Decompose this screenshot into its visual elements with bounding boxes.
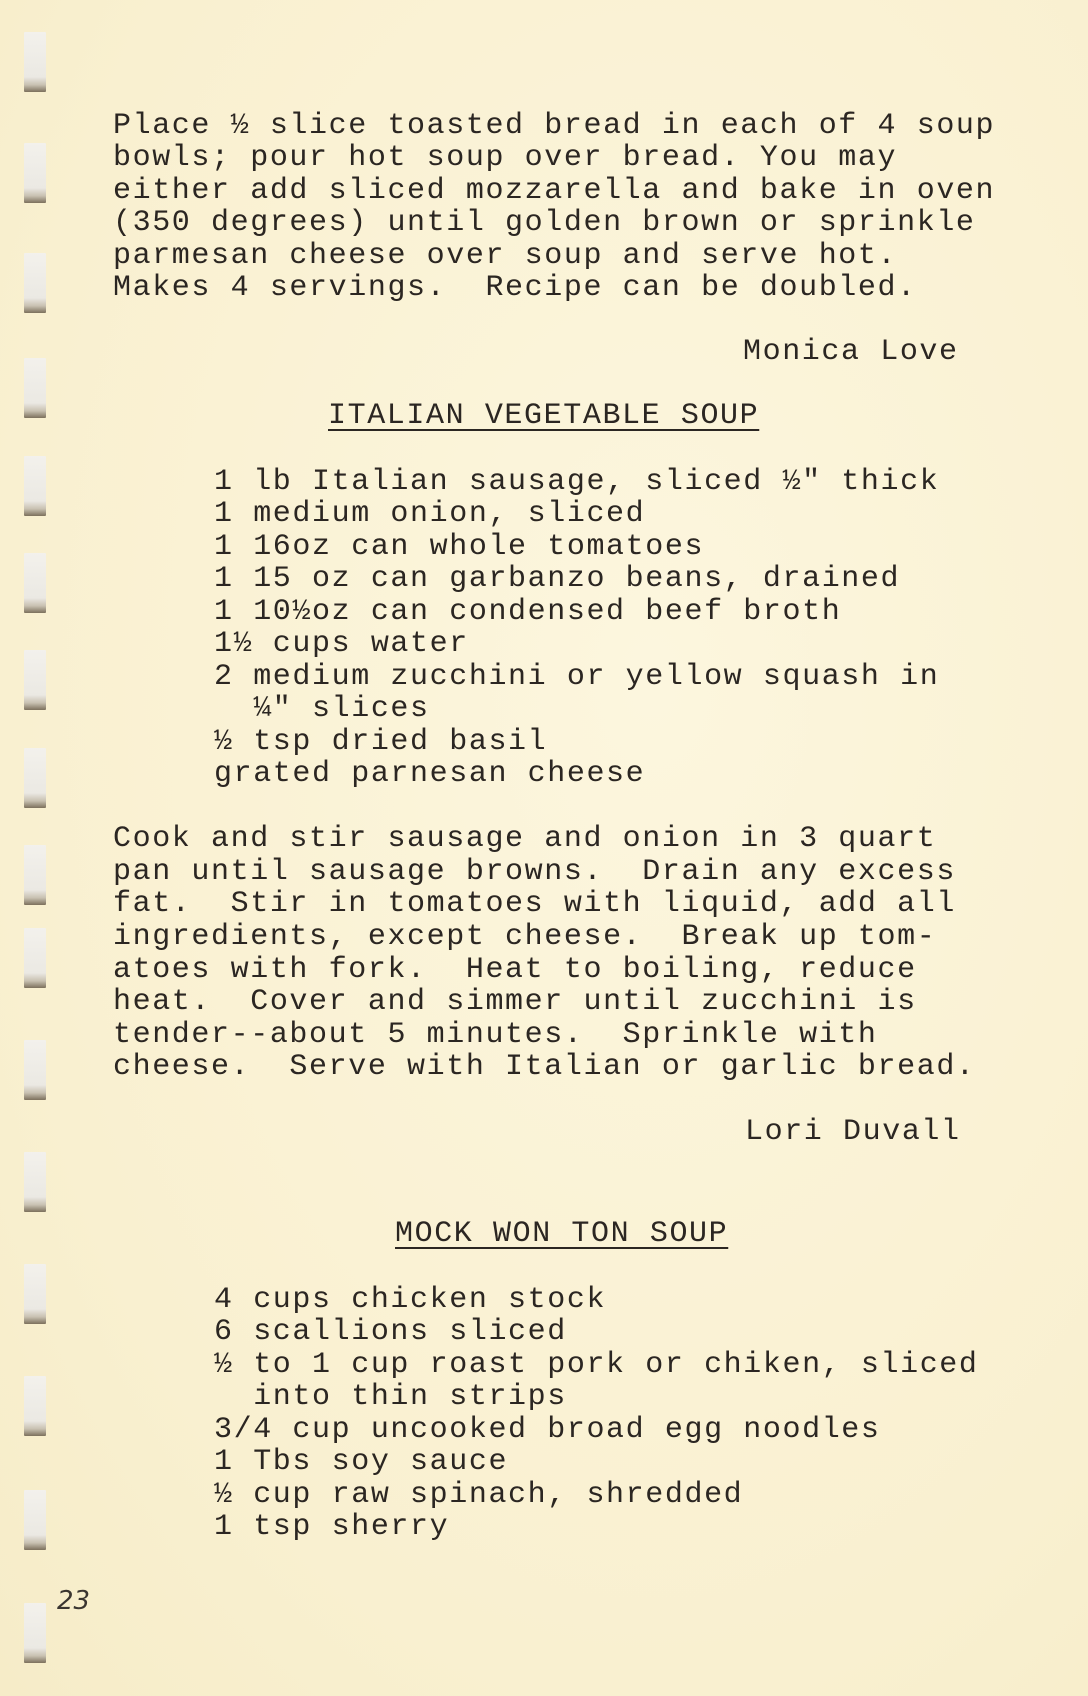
recipe-title: MOCK WON TON SOUP: [395, 1217, 729, 1251]
ingredient-item: 6 scallions sliced: [214, 1315, 567, 1349]
text-line: pan until sausage browns. Drain any excess: [113, 855, 956, 889]
ingredient-item: 1 15 oz can garbanzo beans, drained: [214, 562, 901, 596]
binding-hole: [24, 1376, 46, 1436]
text-line: fat. Stir in tomatoes with liquid, add all: [113, 887, 956, 921]
binding-hole: [24, 1040, 46, 1100]
recipe-title: ITALIAN VEGETABLE SOUP: [328, 399, 760, 433]
text-line: atoes with fork. Heat to boiling, reduce: [113, 953, 917, 987]
text-line: tender--about 5 minutes. Sprinkle with: [113, 1018, 878, 1052]
ingredient-item: 2 medium zucchini or yellow squash in: [214, 660, 940, 694]
binding-hole: [24, 1264, 46, 1324]
text-line: Place ½ slice toasted bread in each of 4 soup: [113, 109, 996, 143]
binding-hole: [24, 845, 46, 905]
text-line: either add sliced mozzarella and bake in oven: [113, 174, 996, 208]
binding-hole: [24, 32, 46, 92]
text-line: ingredients, except cheese. Break up tom-: [113, 920, 937, 954]
ingredient-item: ½ cup raw spinach, shredded: [214, 1478, 744, 1512]
ingredient-item: ½ tsp dried basil: [214, 725, 548, 759]
text-line: Makes 4 servings. Recipe can be doubled.: [113, 271, 917, 305]
ingredient-item: 1 Tbs soy sauce: [214, 1445, 509, 1479]
binding-hole: [24, 456, 46, 516]
text-line: (350 degrees) until golden brown or sprinkle: [113, 206, 976, 240]
ingredient-item: 1 16oz can whole tomatoes: [214, 530, 705, 564]
ingredient-item: 1 tsp sherry: [214, 1510, 450, 1544]
ingredient-item: ¼" slices: [214, 692, 430, 726]
ingredient-item: grated parnesan cheese: [214, 757, 646, 791]
binding-hole: [24, 748, 46, 808]
text-line: parmesan cheese over soup and serve hot.: [113, 239, 898, 273]
text-line: bowls; pour hot soup over bread. You may: [113, 141, 898, 175]
binding-hole: [24, 553, 46, 613]
author-signature: Lori Duvall: [745, 1115, 961, 1149]
text-line: heat. Cover and simmer until zucchini is: [113, 985, 917, 1019]
binding-hole: [24, 650, 46, 710]
text-line: cheese. Serve with Italian or garlic bread.: [113, 1050, 976, 1084]
binding-hole: [24, 1152, 46, 1212]
ingredient-item: ½ to 1 cup roast pork or chiken, sliced: [214, 1348, 979, 1382]
binding-hole: [24, 358, 46, 418]
text-line: Cook and stir sausage and onion in 3 quart: [113, 822, 937, 856]
binding-hole: [24, 1603, 46, 1663]
binding-hole: [24, 253, 46, 313]
ingredient-item: 4 cups chicken stock: [214, 1283, 607, 1317]
binding-hole: [24, 928, 46, 988]
ingredient-item: into thin strips: [214, 1380, 567, 1414]
binding-hole: [24, 1490, 46, 1550]
author-signature: Monica Love: [743, 335, 959, 369]
ingredient-item: 1 medium onion, sliced: [214, 497, 646, 531]
binding-hole: [24, 143, 46, 203]
ingredient-item: 1½ cups water: [214, 627, 469, 661]
page-number: 23: [57, 1586, 91, 1616]
ingredient-item: 1 lb Italian sausage, sliced ½" thick: [214, 465, 940, 499]
ingredient-item: 3/4 cup uncooked broad egg noodles: [214, 1413, 881, 1447]
ingredient-item: 1 10½oz can condensed beef broth: [214, 595, 842, 629]
